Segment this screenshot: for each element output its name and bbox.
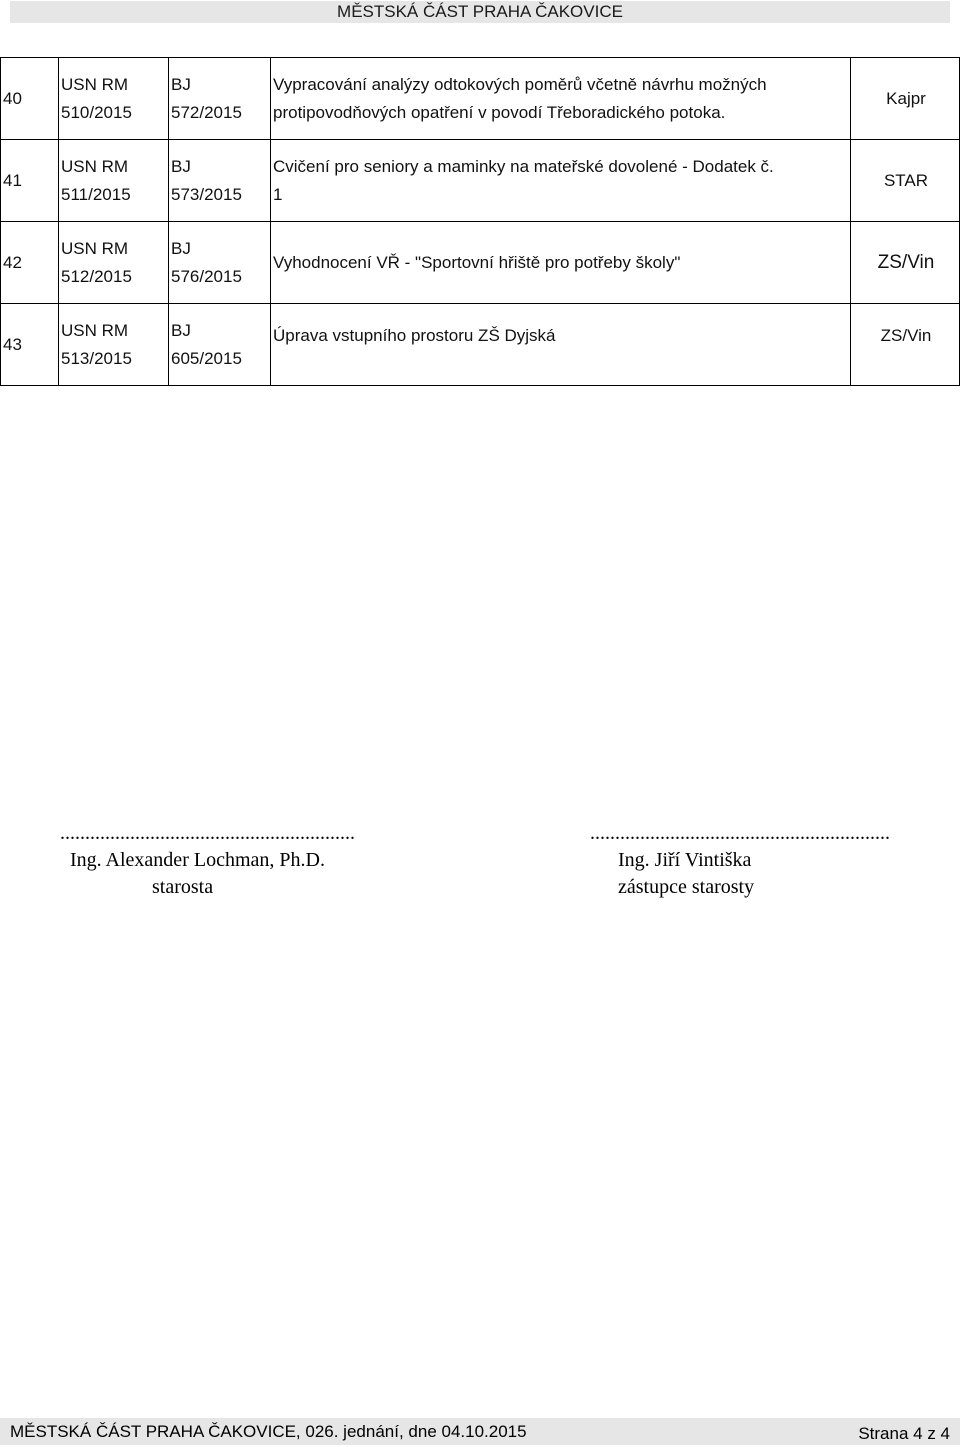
responsible-person: ZS/Vin <box>851 304 960 386</box>
usn-label: USN RM <box>61 320 129 340</box>
description-line: Vyhodnocení VŘ - "Sportovní hřiště pro potřeby školy" <box>273 252 681 272</box>
table-row <box>1 58 960 140</box>
signatory-name: Ing. Jiří Vintiška <box>618 849 752 871</box>
signature-line: ............................................................ <box>590 822 890 844</box>
table-row <box>1 304 960 386</box>
bj-number: 572/2015 <box>171 102 242 122</box>
table-row <box>1 222 960 304</box>
header-title: MĚSTSKÁ ČÁST PRAHA ČAKOVICE <box>337 2 623 21</box>
responsible-person: ZS/Vin <box>851 222 960 304</box>
usn-number: 512/2015 <box>61 266 132 286</box>
bj-number: 576/2015 <box>171 266 242 286</box>
resolutions-table <box>0 57 960 386</box>
row-number: 40 <box>1 58 59 140</box>
resolution-description <box>271 140 851 222</box>
page-number: Strana 4 z 4 <box>858 1424 950 1443</box>
usn-number: 510/2015 <box>61 102 132 122</box>
responsible-person: STAR <box>851 140 960 222</box>
usn-number: 511/2015 <box>61 184 131 204</box>
signatory-name: Ing. Alexander Lochman, Ph.D. <box>70 849 325 871</box>
table-row <box>1 140 960 222</box>
bj-number: 573/2015 <box>171 184 242 204</box>
usn-reference <box>59 140 169 222</box>
bj-label: BJ <box>171 320 191 340</box>
signatory-role: starosta <box>152 876 214 898</box>
description-line: Cvičení pro seniory a maminky na mateřské dovolené - Dodatek č. <box>273 156 774 176</box>
bj-reference <box>169 140 271 222</box>
resolution-description <box>271 304 851 386</box>
description-line: Úprava vstupního prostoru ZŠ Dyjská <box>273 326 556 345</box>
signature-line: ........................................................... <box>60 822 355 844</box>
footer-meeting-info: MĚSTSKÁ ČÁST PRAHA ČAKOVICE, 026. jednání, dne 04.10.2015 <box>10 1422 527 1441</box>
signature-deputy-mayor <box>590 820 890 901</box>
resolution-description <box>271 58 851 140</box>
row-number: 42 <box>1 222 59 304</box>
usn-label: USN RM <box>61 74 129 94</box>
page-header <box>10 1 950 23</box>
signatory-role: zástupce starosty <box>618 876 755 898</box>
page-footer <box>0 1418 960 1445</box>
bj-label: BJ <box>171 156 191 176</box>
usn-reference <box>59 304 169 386</box>
description-line: 1 <box>273 184 283 204</box>
usn-label: USN RM <box>61 238 129 258</box>
usn-reference <box>59 58 169 140</box>
usn-label: USN RM <box>61 156 129 176</box>
description-line: Vypracování analýzy odtokových poměrů včetně návrhu možných <box>273 74 767 94</box>
row-number: 43 <box>1 304 59 386</box>
bj-number: 605/2015 <box>171 348 242 368</box>
description-line: protipovodňových opatření v povodí Třeboradického potoka. <box>273 102 726 122</box>
bj-label: BJ <box>171 238 191 258</box>
usn-number: 513/2015 <box>61 348 132 368</box>
usn-reference <box>59 222 169 304</box>
row-number: 41 <box>1 140 59 222</box>
resolution-description <box>271 222 851 304</box>
bj-reference <box>169 222 271 304</box>
bj-reference <box>169 304 271 386</box>
signature-mayor <box>60 820 390 901</box>
responsible-person: Kajpr <box>851 58 960 140</box>
bj-reference <box>169 58 271 140</box>
bj-label: BJ <box>171 74 191 94</box>
